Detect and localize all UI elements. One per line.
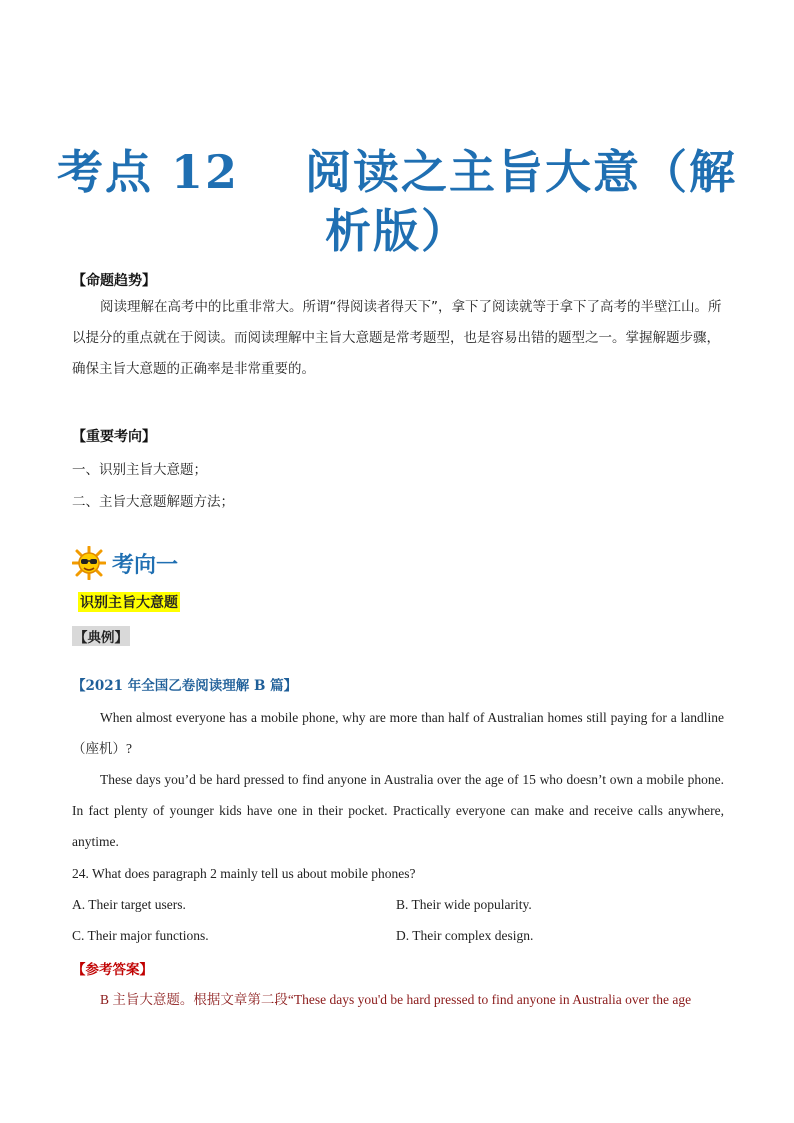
answer-label: 【参考答案】 [72,962,153,978]
direction-item-2: 二、主旨大意题解题方法； [72,494,234,510]
passage-paragraph-1: When almost everyone has a mobile phone, why are more than half of Australian homes still paying for a landline（座机）? [72,710,724,756]
passage-paragraph-2: These days you’d be hard pressed to find anyone in Australia over the age of 15 who doesn’t own a mobile phone. In fact plenty of younger kids have one in their pocket. Practically everyone can make and receive calls anywhere, anytime. [72,772,724,849]
question-stem: 24. What does paragraph 2 mainly tell us about mobile phones? [72,866,416,881]
direction-item-1: 一、识别主旨大意题； [72,462,207,478]
passage-source: 【2021 年全国乙卷阅读理解 B 篇】 [72,678,298,694]
page-title-line2: 析版） [325,204,469,258]
option-d: D. Their complex design. [396,928,534,943]
option-b: B. Their wide popularity. [396,897,532,912]
trend-text: 阅读理解在高考中的比重非常大。所谓“得阅读者得天下”，拿下了阅读就等于拿下了高考的半壁江山。所以提分的重点就在于阅读。而阅读理解中主旨大意题是常考题型，也是容易出错的题型之一。掌握解题步骤，确保主旨大意题的正确率是非常重要的。 [72,299,722,377]
answer-text: B 主旨大意题。根据文章第二段“These days you'd be hard pressed to find anyone in Australia over the age [100,992,692,1007]
page-title-line1: 考点 12 阅读之主旨大意（解 [56,145,738,199]
section-title: 考向一 [112,553,179,578]
example-label: 【典例】 [72,626,130,646]
option-c: C. Their major functions. [72,928,209,943]
sun-sunglasses-icon [72,546,106,580]
trend-label: 【命题趋势】 [72,273,156,289]
directions-label: 【重要考向】 [72,429,156,445]
option-a: A. Their target users. [72,897,186,912]
section-highlight: 识别主旨大意题 [78,592,180,612]
